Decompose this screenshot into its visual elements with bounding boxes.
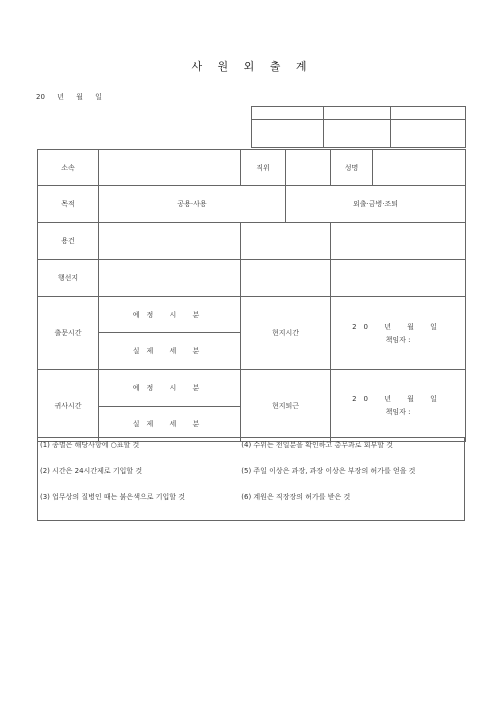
departure-actual[interactable] xyxy=(99,333,241,370)
return-confirm[interactable] xyxy=(331,370,466,442)
purpose-label: 목적 xyxy=(38,186,99,223)
approval-sign-2[interactable] xyxy=(324,120,390,148)
return-site-leave: 현지퇴근 xyxy=(241,370,331,442)
approval-sign-3[interactable] xyxy=(390,120,465,148)
return-planned-text: 예정 시 분 xyxy=(132,384,207,392)
note-6: (6) 계원은 직장장의 허가를 받은 것 xyxy=(241,493,351,501)
purpose-type[interactable]: 외출·금병·조퇴 xyxy=(286,186,466,223)
departure-time-label: 출문시간 xyxy=(38,297,99,370)
purpose-public[interactable]: 공용·사용 xyxy=(99,186,286,223)
approval-box xyxy=(251,106,466,148)
departure-confirm-date: 20 년 월 일 xyxy=(352,322,444,331)
return-time-label: 귀사시간 xyxy=(38,370,99,442)
return-planned[interactable] xyxy=(99,370,241,407)
departure-site-time: 현지시간 xyxy=(241,297,331,370)
matter-value[interactable] xyxy=(99,223,241,260)
departure-planned-text: 예정 시 분 xyxy=(132,310,207,319)
matter-extra[interactable] xyxy=(241,223,331,260)
return-actual-text: 실제 세 분 xyxy=(132,420,207,428)
notes-box xyxy=(37,437,465,521)
destination-label: 행선지 xyxy=(38,260,99,297)
departure-confirm[interactable] xyxy=(331,297,466,370)
note-1: (1) 종별은 해당사항에 ○표할 것 xyxy=(40,441,140,449)
notes-left xyxy=(38,438,240,521)
departure-planned[interactable] xyxy=(99,297,241,333)
note-2: (2) 시간은 24시간제로 기입할 것 xyxy=(40,467,143,475)
name-label: 성명 xyxy=(331,150,373,186)
return-confirm-date: 20 년 월 일 xyxy=(352,395,444,403)
departure-responsible: 책임자 : xyxy=(385,335,411,344)
destination-value[interactable] xyxy=(99,260,241,297)
approval-sign-1[interactable] xyxy=(252,120,324,148)
destination-extra-2[interactable] xyxy=(331,260,466,297)
page-title: 사 원 외 출 계 xyxy=(191,60,313,73)
departure-actual-text: 실제 세 분 xyxy=(132,347,207,355)
approval-header-2 xyxy=(324,107,390,120)
form-table xyxy=(37,149,466,442)
date-line: 20 년 월 일 xyxy=(36,93,102,101)
note-3: (3) 업무상의 질병인 때는 붉은색으로 기입할 것 xyxy=(40,493,185,501)
return-responsible: 책임자 : xyxy=(385,408,411,416)
name-value[interactable] xyxy=(373,150,466,186)
note-4: (4) 수위는 전일분을 확인하고 총무과로 회부할 것 xyxy=(241,441,394,449)
position-value[interactable] xyxy=(286,150,331,186)
affiliation-value[interactable] xyxy=(99,150,241,186)
matter-label: 용건 xyxy=(38,223,99,260)
approval-header-1 xyxy=(252,107,324,120)
destination-extra[interactable] xyxy=(241,260,331,297)
approval-header-3 xyxy=(390,107,465,120)
position-label: 직위 xyxy=(241,150,286,186)
affiliation-label: 소속 xyxy=(38,150,99,186)
matter-extra-2[interactable] xyxy=(331,223,466,260)
notes-right xyxy=(239,438,464,521)
note-5: (5) 주일 이상은 과장, 과장 이상은 부장의 허가를 얻을 것 xyxy=(241,467,416,475)
